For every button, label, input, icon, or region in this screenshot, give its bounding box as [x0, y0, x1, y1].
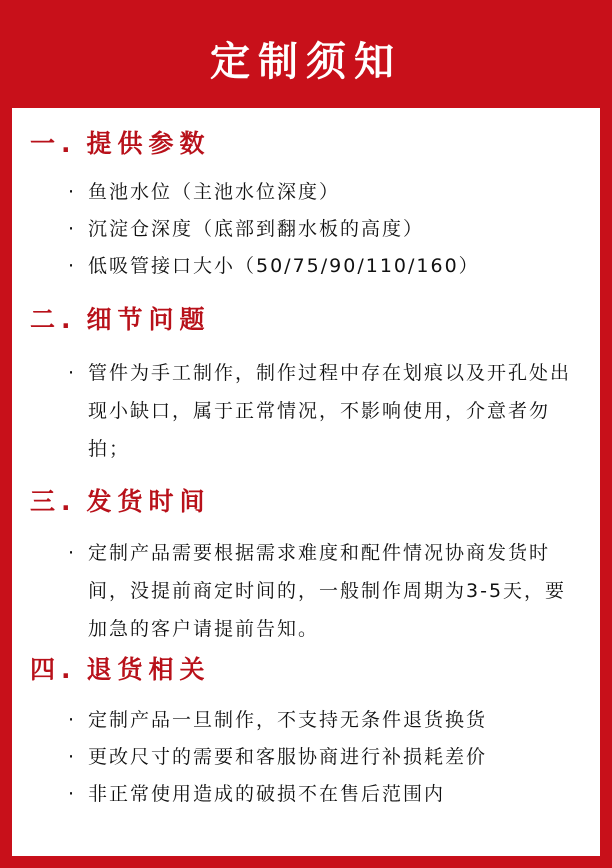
list-item: · 更改尺寸的需要和客服协商进行补损耗差价 [12, 739, 600, 776]
section-number: 四. [30, 655, 77, 684]
page-title: 定制须知 [210, 38, 402, 85]
list-item: · 低吸管接口大小（50/75/90/110/160） [12, 248, 600, 285]
section-title: 细节问题 [86, 305, 211, 334]
section-heading [12, 298, 600, 338]
section-heading [12, 480, 600, 520]
section-heading [12, 122, 600, 162]
bullet: · [68, 255, 77, 277]
section-number: 一. [30, 129, 77, 158]
section-title: 提供参数 [86, 129, 211, 158]
list-item: · 鱼池水位（主池水位深度） [12, 174, 600, 211]
section-title: 发货时间 [86, 487, 211, 516]
bullet: · [68, 746, 77, 768]
bullet: · [68, 783, 77, 805]
section-number: 三. [30, 487, 77, 516]
bullet: · [68, 181, 77, 203]
section-heading [12, 648, 600, 688]
section-shipping [12, 480, 600, 648]
bullet: · [68, 362, 77, 384]
bullet: · [68, 542, 77, 564]
section-returns [12, 648, 600, 813]
list-item: · 非正常使用造成的破损不在售后范围内 [12, 776, 600, 813]
list-item: · 定制产品一旦制作，不支持无条件退货换货 [12, 702, 600, 739]
section-number: 二. [30, 305, 77, 334]
bullet: · [68, 709, 77, 731]
list-item: · 沉淀仓深度（底部到翻水板的高度） [12, 211, 600, 248]
header-banner [0, 0, 612, 108]
paragraph-item: · 定制产品需要根据需求难度和配件情况协商发货时间，没提前商定时间的，一般制作周期为3-5天，要加急的客户请提前告知。 [12, 534, 600, 648]
section-title: 退货相关 [86, 655, 211, 684]
bullet: · [68, 218, 77, 240]
paragraph-item: · 管件为手工制作，制作过程中存在划痕以及开孔处出现小缺口，属于正常情况，不影响使用，介意者勿拍； [12, 354, 600, 468]
section-details [12, 298, 600, 468]
content-panel [12, 108, 600, 856]
section-parameters [12, 122, 600, 285]
